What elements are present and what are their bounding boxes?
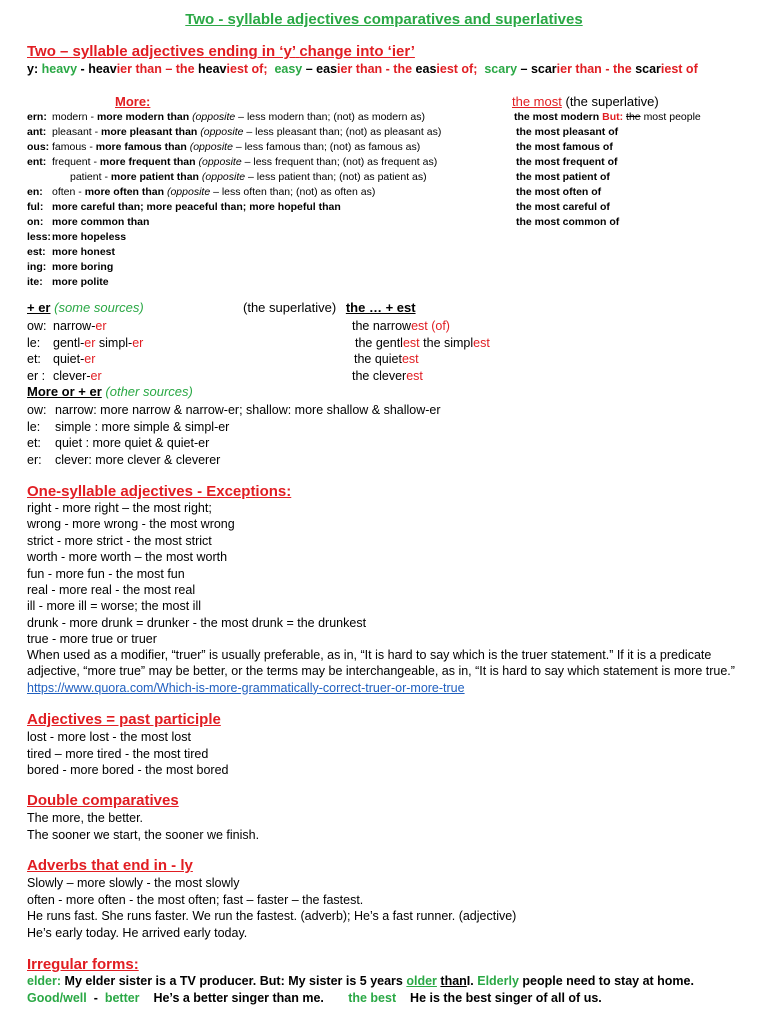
dash: - <box>80 62 85 76</box>
list-line: fun - more fun - the most fun <box>27 566 185 581</box>
row-tag: ite: <box>27 276 43 288</box>
row-opposite: (opposite <box>166 186 211 198</box>
er-sup-suffix: est <box>473 335 490 350</box>
row-opposite: (opposite <box>192 111 236 123</box>
row-tag: ing: <box>27 261 47 273</box>
row-comparative: more patient than <box>110 171 199 183</box>
list-line: true - more true or truer <box>27 632 157 647</box>
row-opposite-text: – less patient than; (not) as patient as) <box>245 171 427 183</box>
er-sup-label: the … + est <box>345 300 416 315</box>
row-body <box>70 171 427 184</box>
row-comparative: more careful than; more peaceful than; more hopeful than <box>52 201 341 213</box>
er-tag: ow: <box>27 319 47 333</box>
row-opposite: (opposite <box>201 171 246 183</box>
superlative-row <box>516 156 618 169</box>
list-line: wrong - more wrong - the most wrong <box>27 517 235 532</box>
most-header-label: the most <box>512 94 562 109</box>
er-base: quiet- <box>53 352 85 366</box>
row-body <box>52 126 441 139</box>
row-body <box>52 216 149 229</box>
more-header: More: <box>115 94 151 109</box>
row-body <box>52 111 425 124</box>
irregular-good-label: Good/well <box>27 991 87 1005</box>
sup: scar <box>635 62 661 76</box>
more-or-text: narrow: more narrow & narrow-er; shallow: more shallow & shallow-er <box>55 403 441 417</box>
sup-suffix: iest of; <box>436 62 478 76</box>
superlative-row <box>516 171 610 184</box>
row-body <box>52 186 375 199</box>
more-or-row <box>27 403 441 419</box>
adverbs-heading: Adverbs that end in - ly <box>27 857 193 874</box>
row-comparative: more boring <box>52 261 114 273</box>
y-word: easy <box>274 62 303 76</box>
superlative-row <box>516 201 610 214</box>
row-word: famous <box>52 141 87 153</box>
er-superlative-row <box>352 369 423 385</box>
er-heading-note: (some sources) <box>54 300 144 315</box>
superlative-text: the most pleasant of <box>516 126 619 138</box>
more-or-label: More or + er <box>27 384 102 399</box>
er-sup-base: the quiet <box>354 352 402 366</box>
quora-link[interactable]: https://www.quora.com/Which-is-more-grammatically-correct-truer-or-more-true <box>27 680 465 695</box>
row-body <box>52 276 109 289</box>
comp: - the <box>605 62 632 76</box>
row-word: pleasant <box>52 126 92 138</box>
more-or-row <box>27 436 209 452</box>
row-word: patient <box>70 171 102 183</box>
irregular-than: than <box>440 974 467 988</box>
row-dash: - <box>90 111 95 123</box>
irregular-line-good <box>27 991 602 1007</box>
superlative-text: the most famous of <box>516 141 613 153</box>
row-body <box>52 231 126 244</box>
row-opposite-text: – less famous than; (not) as famous as) <box>232 141 421 153</box>
superlative-text: the most common of <box>516 216 620 228</box>
comp: – eas <box>305 62 338 76</box>
superlative-row <box>516 216 619 229</box>
y-heading-part: change into ‘ier’ <box>299 43 415 60</box>
irregular-text: people need to stay at home. <box>522 974 694 988</box>
y-heading-part: Two – syllable adjectives <box>27 43 205 60</box>
more-or-row <box>27 453 220 469</box>
list-line: The sooner we start, the sooner we finish. <box>27 827 260 842</box>
row-tag: on: <box>27 216 44 228</box>
row-comparative: more frequent than <box>99 156 196 168</box>
more-or-tag: ow: <box>27 403 47 417</box>
more-or-tag: et: <box>27 436 41 450</box>
irregular-text: He’s a better singer than me. <box>153 991 324 1005</box>
y-heading <box>27 43 415 62</box>
superlative-text: the most often of <box>516 186 602 198</box>
er-row <box>27 336 143 352</box>
row-tag: ful: <box>27 201 44 213</box>
irregular-elderly: Elderly <box>477 974 519 988</box>
row-word: frequent <box>52 156 91 168</box>
comp: - the <box>385 62 413 76</box>
page-title: Two - syllable adjectives comparatives and superlatives <box>185 11 583 28</box>
er-suffix: er <box>84 335 96 350</box>
er-superlative-row <box>355 336 490 352</box>
irregular-better: better <box>104 991 140 1005</box>
row-word: often <box>52 186 76 198</box>
list-line: right - more right – the most right; <box>27 501 212 515</box>
row-comparative: more honest <box>52 246 116 258</box>
list-line: Slowly – more slowly - the most slowly <box>27 876 240 890</box>
y-word: heavy <box>41 62 78 76</box>
dash: - <box>93 991 98 1005</box>
er-sup-heading <box>243 300 416 316</box>
irregular-heading: Irregular forms: <box>27 956 139 973</box>
er-sup-base: the simpl <box>423 335 474 350</box>
row-dash: - <box>104 171 108 183</box>
row-comparative: more often than <box>84 186 165 198</box>
row-tag: en: <box>27 186 43 198</box>
row-dash: - <box>89 141 93 153</box>
list-line: bored - more bored - the most bored <box>27 763 229 777</box>
row-comparative: more hopeless <box>52 231 127 243</box>
row-tag: ous: <box>27 141 50 153</box>
list-line: He runs fast. She runs faster. We run the fastest. (adverb); He’s a fast runner. (adjective) <box>27 909 517 923</box>
row-opposite: (opposite <box>200 126 244 138</box>
row-comparative: more polite <box>52 276 109 288</box>
er-sup-suffix: est <box>402 335 420 350</box>
er-sup-base: the clever <box>352 368 407 383</box>
irregular-best: the best <box>348 991 397 1005</box>
superlative-text: the most patient of <box>516 171 610 183</box>
row-tag: less: <box>27 231 51 243</box>
struck-word: the <box>626 111 641 123</box>
er-heading <box>27 300 144 316</box>
row-dash: - <box>78 186 82 198</box>
er-suffix: er <box>95 319 107 333</box>
er-base: simpl- <box>98 335 133 350</box>
list-line: He’s early today. He arrived early today. <box>27 925 248 940</box>
comp-suffix: ier than <box>337 62 383 76</box>
more-or-text: clever: more clever & cleverer <box>55 452 221 467</box>
row-tag: est: <box>27 246 46 258</box>
more-or-text: simple : more simple & simpl-er <box>55 419 230 434</box>
er-sup-base: the narrow <box>352 319 412 333</box>
list-line: real - more real - the most real <box>27 583 196 597</box>
truer-quote: When used as a modifier, “truer” is usually preferable, as in, “It is hard to say which is the truer statement.” If it is a predicate adjective, “more true” may be better, or the terms may be interchangeable, as in, “It is hard to say which statement is more true.” <box>27 648 735 679</box>
list-line: strict - more strict - the most strict <box>27 533 212 548</box>
comp-suffix: ier than <box>556 62 602 76</box>
superlative-row <box>516 126 618 139</box>
er-suffix: er <box>90 368 102 383</box>
row-opposite-text: – less pleasant than; (not) as pleasant as) <box>243 126 442 138</box>
er-sup-base: the gentl <box>355 335 403 350</box>
superlative-text: the most frequent of <box>516 156 618 168</box>
list-line: drunk - more drunk = drunker - the most drunk = the drunkest <box>27 615 367 630</box>
irregular-text: He is the best singer of all of us. <box>410 991 602 1005</box>
er-base: narrow- <box>53 319 96 333</box>
list-line: ill - more ill = worse; the most ill <box>27 599 201 614</box>
row-body <box>52 141 420 154</box>
row-opposite-text: – less modern than; (not) as modern as) <box>235 111 425 123</box>
er-tag: et: <box>27 352 41 366</box>
past-participle-heading: Adjectives = past participle <box>27 711 221 728</box>
er-suffix: er <box>132 335 144 350</box>
y-heading-part: ending in ‘y’ <box>208 43 296 60</box>
list-line: The more, the better. <box>27 811 144 825</box>
er-row <box>27 352 95 368</box>
list-line: lost - more lost - the most lost <box>27 730 191 744</box>
er-superlative-row <box>352 319 450 335</box>
er-heading-label: + er <box>27 300 51 315</box>
er-superlative-row <box>354 352 419 368</box>
row-body <box>52 246 115 259</box>
more-or-note: (other sources) <box>105 384 193 399</box>
irregular-text: My elder sister is a TV producer. But: My sister is 5 years <box>64 974 403 988</box>
superlative-text: the most modern <box>514 111 600 123</box>
row-comparative: more famous than <box>95 141 187 153</box>
double-comparatives-heading: Double comparatives <box>27 792 179 809</box>
more-or-tag: er: <box>27 452 42 467</box>
er-base: gentl- <box>53 335 85 350</box>
row-tag: ern: <box>27 111 47 123</box>
row-opposite: (opposite <box>198 156 242 168</box>
er-sup-suffix: est (of) <box>411 319 450 333</box>
sup: eas <box>415 62 437 76</box>
er-sup-suffix: est <box>401 352 419 366</box>
comp: – the <box>165 62 195 76</box>
y-prefix: y: <box>27 62 39 76</box>
most-header-note: (the superlative) <box>565 94 659 109</box>
one-syllable-heading: One-syllable adjectives - Exceptions: <box>27 483 292 500</box>
irregular-elder-label: elder: <box>27 974 62 988</box>
sup: heav <box>198 62 227 76</box>
er-sup-note: (the superlative) <box>243 300 337 315</box>
irregular-older: older <box>406 974 437 988</box>
row-body <box>52 156 437 169</box>
irregular-text: I. <box>466 974 474 988</box>
er-sup-suffix: est <box>406 368 423 383</box>
row-body <box>52 201 341 214</box>
sup-suffix: iest of; <box>226 62 268 76</box>
superlative-note: most people <box>643 111 701 123</box>
row-comparative: more pleasant than <box>101 126 198 138</box>
er-row <box>27 369 102 385</box>
most-header <box>512 94 659 110</box>
row-body <box>52 261 113 274</box>
er-tag: er : <box>27 368 46 383</box>
row-dash: - <box>93 156 97 168</box>
row-opposite-text: – less often than; (not) as often as) <box>210 186 376 198</box>
irregular-line-elder <box>27 974 694 990</box>
row-tag: ant: <box>27 126 47 138</box>
er-base: clever- <box>53 368 91 383</box>
superlative-row <box>516 141 613 154</box>
row-comparative: more modern than <box>96 111 190 123</box>
y-line <box>27 62 698 78</box>
row-tag: ent: <box>27 156 47 168</box>
superlative-text: the most careful of <box>516 201 610 213</box>
list-line: worth - more worth – the most worth <box>27 550 228 565</box>
sup-suffix: iest of <box>660 62 698 76</box>
row-word: modern <box>52 111 88 123</box>
row-comparative: more common than <box>52 216 150 228</box>
more-or-heading <box>27 384 193 400</box>
superlative-row <box>514 111 701 124</box>
list-line: often - more often - the most often; fast – faster – the fastest. <box>27 892 364 907</box>
er-suffix: er <box>84 352 96 366</box>
row-dash: - <box>94 126 99 138</box>
row-opposite: (opposite <box>189 141 233 153</box>
comp-suffix: ier than <box>116 62 162 76</box>
comp: – scar <box>520 62 557 76</box>
but-label: But: <box>602 111 624 123</box>
more-or-text: quiet : more quiet & quiet-er <box>55 436 210 450</box>
more-or-tag: le: <box>27 419 41 434</box>
superlative-row <box>516 186 601 199</box>
er-row <box>27 319 107 335</box>
more-or-row <box>27 420 229 436</box>
truer-note <box>27 647 747 696</box>
list-line: tired – more tired - the most tired <box>27 746 209 761</box>
y-word: scary <box>484 62 518 76</box>
comp: heav <box>88 62 117 76</box>
row-opposite-text: – less frequent than; (not) as frequent as) <box>241 156 438 168</box>
er-tag: le: <box>27 335 41 350</box>
